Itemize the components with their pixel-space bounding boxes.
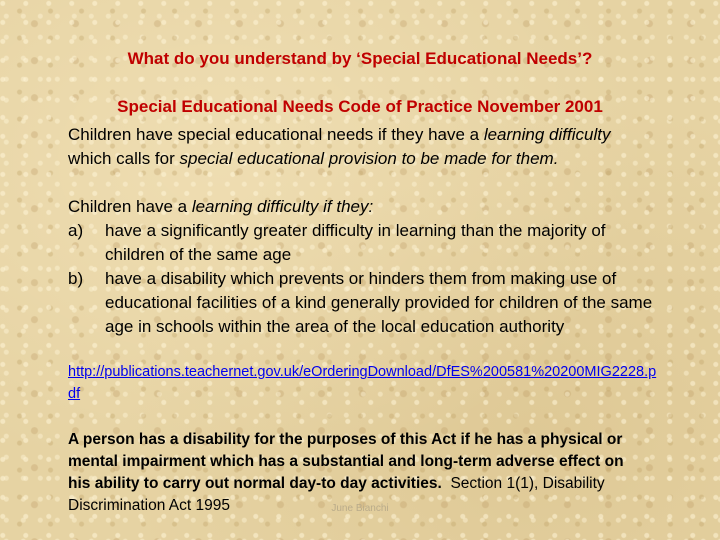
list-marker: a) bbox=[68, 221, 84, 240]
definition-term-learning-difficulty: learning difficulty bbox=[483, 125, 611, 144]
definition-term-provision: special educational provision to be made for them. bbox=[179, 149, 559, 168]
definition-text-2: which calls for bbox=[68, 149, 180, 168]
learning-difficulty-intro bbox=[68, 195, 658, 219]
list-item-text: have a significantly greater difficulty in learning than the majority of children of the same age bbox=[105, 221, 606, 264]
dfes-document-link[interactable]: http://publications.teachernet.gov.uk/eOrderingDownload/DfES%200581%20200MIG2228.pdf bbox=[68, 364, 657, 402]
legal-citation: Section 1(1), Disability Discrimination Act 1995 bbox=[68, 475, 605, 514]
intro-emphasis: learning difficulty if they: bbox=[191, 197, 374, 216]
sen-definition bbox=[68, 123, 658, 171]
intro-text: Children have a bbox=[68, 197, 192, 216]
footer-author: June Bianchi bbox=[331, 503, 389, 514]
list-item-text: have a disability which prevents or hinders them from making use of educational facilities of a kind generally provided for children of the same age in schools within the area of the local education authority bbox=[105, 269, 653, 336]
list-marker: b) bbox=[68, 269, 84, 288]
definition-text-1: Children have special educational needs if they have a bbox=[68, 125, 484, 144]
criteria-list bbox=[68, 219, 658, 339]
slide-title: What do you understand by ‘Special Educational Needs’? bbox=[127, 49, 593, 68]
list-item bbox=[68, 267, 658, 339]
list-item bbox=[68, 219, 658, 267]
disability-definition-text: A person has a disability for the purposes of this Act if he has a physical or mental impairment which has a substantial and long-term adverse effect on his ability to carry out normal day-to day activities. bbox=[68, 431, 624, 492]
slide-subtitle: Special Educational Needs Code of Practice November 2001 bbox=[117, 97, 603, 116]
